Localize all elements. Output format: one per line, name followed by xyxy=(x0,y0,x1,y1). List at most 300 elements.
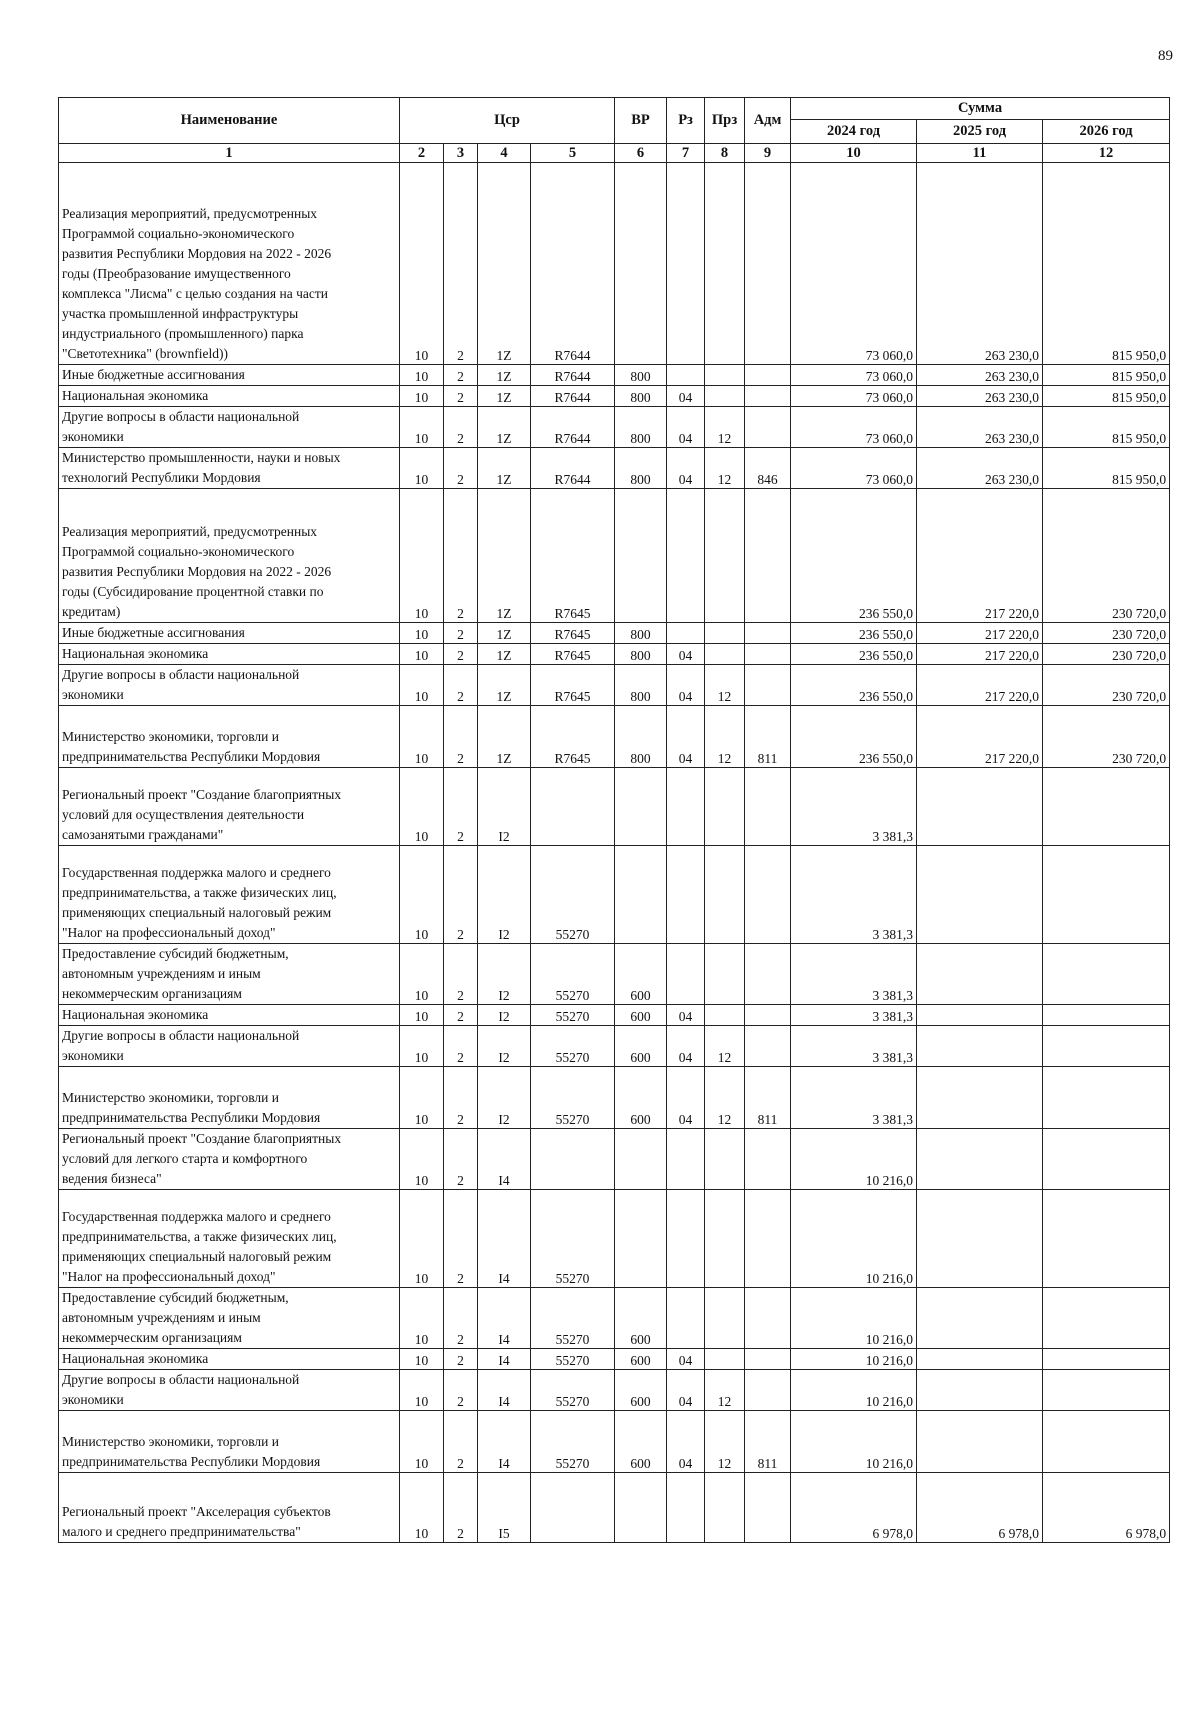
sum-2026: 815 950,0 xyxy=(1043,163,1170,365)
csr-part-3: 2 xyxy=(444,1129,478,1190)
sum-2025: 263 230,0 xyxy=(917,448,1043,489)
csr-part-2: 10 xyxy=(400,489,444,623)
csr-part-4: I4 xyxy=(478,1288,531,1349)
sum-2024: 73 060,0 xyxy=(791,386,917,407)
rz-code xyxy=(667,365,705,386)
csr-part-2: 10 xyxy=(400,1026,444,1067)
table-row xyxy=(59,1026,1170,1067)
csr-part-3: 2 xyxy=(444,1190,478,1288)
csr-part-4: 1Z xyxy=(478,365,531,386)
csr-part-4: I2 xyxy=(478,1005,531,1026)
sum-2026: 815 950,0 xyxy=(1043,365,1170,386)
prz-code xyxy=(705,1349,745,1370)
csr-part-5: 55270 xyxy=(531,1370,615,1411)
column-number: 6 xyxy=(615,144,667,163)
csr-part-4: I4 xyxy=(478,1129,531,1190)
sum-2025 xyxy=(917,1411,1043,1473)
sum-2026 xyxy=(1043,1005,1170,1026)
csr-part-3: 2 xyxy=(444,944,478,1005)
table-row xyxy=(59,665,1170,706)
table-row xyxy=(59,623,1170,644)
vr-code: 600 xyxy=(615,1411,667,1473)
prz-code: 12 xyxy=(705,665,745,706)
sum-2025: 263 230,0 xyxy=(917,407,1043,448)
prz-code xyxy=(705,623,745,644)
sum-2024: 236 550,0 xyxy=(791,623,917,644)
csr-part-3: 2 xyxy=(444,768,478,846)
table-row xyxy=(59,489,1170,623)
prz-code: 12 xyxy=(705,706,745,768)
sum-2024: 10 216,0 xyxy=(791,1288,917,1349)
table-row xyxy=(59,1473,1170,1543)
vr-code xyxy=(615,768,667,846)
sum-2025 xyxy=(917,1067,1043,1129)
sum-2025 xyxy=(917,1190,1043,1288)
sum-2025: 263 230,0 xyxy=(917,386,1043,407)
csr-part-5: R7645 xyxy=(531,706,615,768)
column-number: 2 xyxy=(400,144,444,163)
row-name: Национальная экономика xyxy=(59,644,400,665)
row-name: Государственная поддержка малого и среднего предпринимательства, а также физических лиц, применяющих специальный налоговый режим "Налог на профессиональный доход" xyxy=(59,846,400,944)
csr-part-3: 2 xyxy=(444,623,478,644)
sum-2024: 10 216,0 xyxy=(791,1190,917,1288)
row-name: Региональный проект "Создание благоприятных условий для осуществления деятельности самозанятыми гражданами" xyxy=(59,768,400,846)
csr-part-4: I2 xyxy=(478,768,531,846)
adm-code xyxy=(745,386,791,407)
header-vr: ВР xyxy=(615,98,667,144)
sum-2024: 236 550,0 xyxy=(791,706,917,768)
csr-part-2: 10 xyxy=(400,386,444,407)
csr-part-4: I4 xyxy=(478,1190,531,1288)
csr-part-3: 2 xyxy=(444,1005,478,1026)
rz-code xyxy=(667,846,705,944)
sum-2026: 815 950,0 xyxy=(1043,407,1170,448)
vr-code: 600 xyxy=(615,1370,667,1411)
sum-2024: 3 381,3 xyxy=(791,944,917,1005)
budget-table xyxy=(58,97,1170,1543)
sum-2025 xyxy=(917,768,1043,846)
header-csr: Цср xyxy=(400,98,615,144)
adm-code xyxy=(745,846,791,944)
adm-code xyxy=(745,1005,791,1026)
csr-part-2: 10 xyxy=(400,407,444,448)
vr-code: 800 xyxy=(615,448,667,489)
header-prz: Прз xyxy=(705,98,745,144)
header-sum: Сумма xyxy=(791,98,1170,120)
csr-part-2: 10 xyxy=(400,1067,444,1129)
sum-2025 xyxy=(917,1005,1043,1026)
rz-code xyxy=(667,1190,705,1288)
sum-2026 xyxy=(1043,1288,1170,1349)
csr-part-5 xyxy=(531,1129,615,1190)
vr-code: 600 xyxy=(615,1288,667,1349)
csr-part-5: 55270 xyxy=(531,1349,615,1370)
vr-code: 800 xyxy=(615,365,667,386)
vr-code: 800 xyxy=(615,623,667,644)
prz-code: 12 xyxy=(705,1026,745,1067)
csr-part-3: 2 xyxy=(444,706,478,768)
adm-code xyxy=(745,163,791,365)
sum-2024: 236 550,0 xyxy=(791,665,917,706)
csr-part-5: R7644 xyxy=(531,365,615,386)
csr-part-5: 55270 xyxy=(531,1005,615,1026)
row-name: Министерство экономики, торговли и предпринимательства Республики Мордовия xyxy=(59,1411,400,1473)
table-row xyxy=(59,846,1170,944)
sum-2026: 815 950,0 xyxy=(1043,448,1170,489)
table-header xyxy=(59,98,1170,163)
row-name: Другие вопросы в области национальной экономики xyxy=(59,665,400,706)
sum-2024: 236 550,0 xyxy=(791,489,917,623)
vr-code: 600 xyxy=(615,1026,667,1067)
prz-code xyxy=(705,644,745,665)
row-name: Другие вопросы в области национальной экономики xyxy=(59,1026,400,1067)
sum-2026: 230 720,0 xyxy=(1043,623,1170,644)
rz-code xyxy=(667,1129,705,1190)
page-number: 89 xyxy=(1158,48,1173,64)
sum-2025 xyxy=(917,846,1043,944)
row-name: Национальная экономика xyxy=(59,1005,400,1026)
csr-part-5 xyxy=(531,1473,615,1543)
row-name: Иные бюджетные ассигнования xyxy=(59,623,400,644)
csr-part-3: 2 xyxy=(444,1288,478,1349)
sum-2024: 73 060,0 xyxy=(791,448,917,489)
table-row xyxy=(59,1190,1170,1288)
csr-part-3: 2 xyxy=(444,1370,478,1411)
vr-code: 600 xyxy=(615,1005,667,1026)
csr-part-5: R7644 xyxy=(531,407,615,448)
sum-2026 xyxy=(1043,768,1170,846)
sum-2026 xyxy=(1043,944,1170,1005)
csr-part-5: R7645 xyxy=(531,489,615,623)
csr-part-4: I2 xyxy=(478,944,531,1005)
rz-code xyxy=(667,623,705,644)
row-name: Реализация мероприятий, предусмотренных Программой социально-экономического развития Республики Мордовия на 2022 - 2026 годы (Преобразование имущественного комплекса "Лисма" с целью создания на части участка промышленной инфраструктуры индустриального (промышленного) парка "Светотехника" (brownfield)) xyxy=(59,163,400,365)
row-name: Реализация мероприятий, предусмотренных Программой социально-экономического развития Республики Мордовия на 2022 - 2026 годы (Субсидирование процентной ставки по кредитам) xyxy=(59,489,400,623)
csr-part-3: 2 xyxy=(444,1067,478,1129)
prz-code: 12 xyxy=(705,1411,745,1473)
csr-part-2: 10 xyxy=(400,448,444,489)
sum-2026: 815 950,0 xyxy=(1043,386,1170,407)
sum-2025 xyxy=(917,1370,1043,1411)
row-name: Региональный проект "Акселерация субъектов малого и среднего предпринимательства" xyxy=(59,1473,400,1543)
column-number: 5 xyxy=(531,144,615,163)
sum-2026 xyxy=(1043,1190,1170,1288)
csr-part-2: 10 xyxy=(400,365,444,386)
csr-part-4: 1Z xyxy=(478,386,531,407)
csr-part-4: 1Z xyxy=(478,489,531,623)
table-row xyxy=(59,1005,1170,1026)
sum-2024: 3 381,3 xyxy=(791,1026,917,1067)
csr-part-5: 55270 xyxy=(531,846,615,944)
table-row xyxy=(59,407,1170,448)
csr-part-5: 55270 xyxy=(531,1411,615,1473)
adm-code xyxy=(745,1473,791,1543)
prz-code xyxy=(705,1473,745,1543)
prz-code xyxy=(705,1288,745,1349)
csr-part-5: 55270 xyxy=(531,944,615,1005)
vr-code: 800 xyxy=(615,644,667,665)
csr-part-4: I2 xyxy=(478,846,531,944)
csr-part-5 xyxy=(531,768,615,846)
csr-part-3: 2 xyxy=(444,846,478,944)
csr-part-2: 10 xyxy=(400,1288,444,1349)
csr-part-4: 1Z xyxy=(478,644,531,665)
column-number: 8 xyxy=(705,144,745,163)
rz-code: 04 xyxy=(667,407,705,448)
prz-code xyxy=(705,944,745,1005)
table-row xyxy=(59,1370,1170,1411)
csr-part-3: 2 xyxy=(444,1026,478,1067)
sum-2026 xyxy=(1043,1129,1170,1190)
csr-part-2: 10 xyxy=(400,1473,444,1543)
table-row xyxy=(59,644,1170,665)
csr-part-5: 55270 xyxy=(531,1067,615,1129)
adm-code xyxy=(745,644,791,665)
sum-2026 xyxy=(1043,1067,1170,1129)
rz-code: 04 xyxy=(667,1005,705,1026)
prz-code: 12 xyxy=(705,1370,745,1411)
rz-code: 04 xyxy=(667,644,705,665)
row-name: Другие вопросы в области национальной экономики xyxy=(59,407,400,448)
sum-2024: 3 381,3 xyxy=(791,846,917,944)
csr-part-3: 2 xyxy=(444,163,478,365)
csr-part-4: I4 xyxy=(478,1411,531,1473)
table-body xyxy=(59,163,1170,1543)
csr-part-5: R7644 xyxy=(531,386,615,407)
rz-code xyxy=(667,768,705,846)
csr-part-2: 10 xyxy=(400,623,444,644)
column-number: 7 xyxy=(667,144,705,163)
sum-2025: 263 230,0 xyxy=(917,163,1043,365)
csr-part-5: 55270 xyxy=(531,1190,615,1288)
csr-part-5: R7645 xyxy=(531,665,615,706)
csr-part-3: 2 xyxy=(444,407,478,448)
csr-part-2: 10 xyxy=(400,665,444,706)
sum-2024: 10 216,0 xyxy=(791,1129,917,1190)
sum-2025: 217 220,0 xyxy=(917,665,1043,706)
adm-code xyxy=(745,1370,791,1411)
csr-part-4: 1Z xyxy=(478,163,531,365)
prz-code: 12 xyxy=(705,407,745,448)
rz-code: 04 xyxy=(667,448,705,489)
rz-code: 04 xyxy=(667,1370,705,1411)
sum-2024: 6 978,0 xyxy=(791,1473,917,1543)
column-number: 12 xyxy=(1043,144,1170,163)
row-name: Региональный проект "Создание благоприятных условий для легкого старта и комфортного ведения бизнеса" xyxy=(59,1129,400,1190)
prz-code xyxy=(705,489,745,623)
prz-code xyxy=(705,768,745,846)
adm-code xyxy=(745,1129,791,1190)
csr-part-2: 10 xyxy=(400,1005,444,1026)
sum-2024: 73 060,0 xyxy=(791,365,917,386)
vr-code: 600 xyxy=(615,944,667,1005)
table-row xyxy=(59,1129,1170,1190)
rz-code: 04 xyxy=(667,665,705,706)
vr-code xyxy=(615,163,667,365)
rz-code: 04 xyxy=(667,1349,705,1370)
prz-code xyxy=(705,1190,745,1288)
csr-part-4: 1Z xyxy=(478,706,531,768)
rz-code: 04 xyxy=(667,1026,705,1067)
column-number: 3 xyxy=(444,144,478,163)
row-name: Предоставление субсидий бюджетным, автономным учреждениям и иным некоммерческим организациям xyxy=(59,1288,400,1349)
sum-2024: 3 381,3 xyxy=(791,768,917,846)
table-row xyxy=(59,448,1170,489)
csr-part-4: 1Z xyxy=(478,448,531,489)
adm-code xyxy=(745,944,791,1005)
sum-2024: 73 060,0 xyxy=(791,163,917,365)
csr-part-4: 1Z xyxy=(478,665,531,706)
vr-code xyxy=(615,489,667,623)
vr-code: 800 xyxy=(615,407,667,448)
rz-code xyxy=(667,1473,705,1543)
table-row xyxy=(59,365,1170,386)
csr-part-5: R7645 xyxy=(531,644,615,665)
adm-code xyxy=(745,623,791,644)
csr-part-4: I2 xyxy=(478,1067,531,1129)
table-row xyxy=(59,1288,1170,1349)
adm-code xyxy=(745,407,791,448)
sum-2025: 217 220,0 xyxy=(917,489,1043,623)
column-number: 11 xyxy=(917,144,1043,163)
csr-part-3: 2 xyxy=(444,1411,478,1473)
adm-code xyxy=(745,768,791,846)
header-year-2025: 2025 год xyxy=(917,120,1043,144)
vr-code: 600 xyxy=(615,1067,667,1129)
prz-code xyxy=(705,846,745,944)
csr-part-2: 10 xyxy=(400,706,444,768)
row-name: Министерство экономики, торговли и предпринимательства Республики Мордовия xyxy=(59,1067,400,1129)
csr-part-2: 10 xyxy=(400,846,444,944)
prz-code xyxy=(705,1129,745,1190)
csr-part-3: 2 xyxy=(444,665,478,706)
sum-2026 xyxy=(1043,1349,1170,1370)
prz-code xyxy=(705,365,745,386)
table-row xyxy=(59,1349,1170,1370)
rz-code: 04 xyxy=(667,1411,705,1473)
row-name: Министерство экономики, торговли и предпринимательства Республики Мордовия xyxy=(59,706,400,768)
csr-part-2: 10 xyxy=(400,163,444,365)
adm-code xyxy=(745,1288,791,1349)
table-row xyxy=(59,706,1170,768)
sum-2025: 217 220,0 xyxy=(917,706,1043,768)
rz-code xyxy=(667,1288,705,1349)
csr-part-3: 2 xyxy=(444,448,478,489)
csr-part-3: 2 xyxy=(444,1349,478,1370)
adm-code: 811 xyxy=(745,1067,791,1129)
sum-2025 xyxy=(917,944,1043,1005)
table-row xyxy=(59,1067,1170,1129)
sum-2024: 3 381,3 xyxy=(791,1067,917,1129)
csr-part-2: 10 xyxy=(400,1411,444,1473)
adm-code xyxy=(745,1026,791,1067)
csr-part-2: 10 xyxy=(400,1190,444,1288)
csr-part-4: 1Z xyxy=(478,623,531,644)
csr-part-2: 10 xyxy=(400,944,444,1005)
csr-part-2: 10 xyxy=(400,768,444,846)
csr-part-2: 10 xyxy=(400,1129,444,1190)
sum-2026 xyxy=(1043,846,1170,944)
prz-code xyxy=(705,163,745,365)
sum-2025 xyxy=(917,1129,1043,1190)
header-rz: Рз xyxy=(667,98,705,144)
column-number: 10 xyxy=(791,144,917,163)
csr-part-3: 2 xyxy=(444,386,478,407)
adm-code: 811 xyxy=(745,1411,791,1473)
vr-code xyxy=(615,1129,667,1190)
row-name: Национальная экономика xyxy=(59,1349,400,1370)
adm-code xyxy=(745,1349,791,1370)
sum-2026: 230 720,0 xyxy=(1043,706,1170,768)
vr-code: 800 xyxy=(615,665,667,706)
vr-code xyxy=(615,1190,667,1288)
sum-2026 xyxy=(1043,1026,1170,1067)
rz-code xyxy=(667,944,705,1005)
csr-part-5: R7645 xyxy=(531,623,615,644)
row-name: Государственная поддержка малого и среднего предпринимательства, а также физических лиц, применяющих специальный налоговый режим "Налог на профессиональный доход" xyxy=(59,1190,400,1288)
prz-code xyxy=(705,386,745,407)
adm-code xyxy=(745,665,791,706)
sum-2025: 217 220,0 xyxy=(917,644,1043,665)
adm-code: 811 xyxy=(745,706,791,768)
header-adm: Адм xyxy=(745,98,791,144)
sum-2025: 263 230,0 xyxy=(917,365,1043,386)
rz-code: 04 xyxy=(667,706,705,768)
csr-part-2: 10 xyxy=(400,1370,444,1411)
vr-code xyxy=(615,846,667,944)
csr-part-3: 2 xyxy=(444,365,478,386)
sum-2024: 236 550,0 xyxy=(791,644,917,665)
csr-part-4: I2 xyxy=(478,1026,531,1067)
adm-code xyxy=(745,489,791,623)
column-number: 9 xyxy=(745,144,791,163)
csr-part-4: 1Z xyxy=(478,407,531,448)
sum-2025: 217 220,0 xyxy=(917,623,1043,644)
adm-code: 846 xyxy=(745,448,791,489)
sum-2024: 10 216,0 xyxy=(791,1411,917,1473)
csr-part-5: R7644 xyxy=(531,448,615,489)
sum-2024: 3 381,3 xyxy=(791,1005,917,1026)
rz-code: 04 xyxy=(667,386,705,407)
csr-part-5: 55270 xyxy=(531,1288,615,1349)
csr-part-2: 10 xyxy=(400,1349,444,1370)
sum-2026: 230 720,0 xyxy=(1043,665,1170,706)
column-number-row xyxy=(59,144,1170,163)
sum-2025 xyxy=(917,1349,1043,1370)
sum-2024: 10 216,0 xyxy=(791,1349,917,1370)
vr-code: 800 xyxy=(615,706,667,768)
vr-code: 600 xyxy=(615,1349,667,1370)
sum-2024: 10 216,0 xyxy=(791,1370,917,1411)
sum-2026: 230 720,0 xyxy=(1043,644,1170,665)
adm-code xyxy=(745,1190,791,1288)
prz-code: 12 xyxy=(705,1067,745,1129)
table-row xyxy=(59,944,1170,1005)
sum-2024: 73 060,0 xyxy=(791,407,917,448)
sum-2026: 230 720,0 xyxy=(1043,489,1170,623)
sum-2026 xyxy=(1043,1411,1170,1473)
vr-code xyxy=(615,1473,667,1543)
sum-2025 xyxy=(917,1026,1043,1067)
csr-part-5: R7644 xyxy=(531,163,615,365)
csr-part-4: I5 xyxy=(478,1473,531,1543)
adm-code xyxy=(745,365,791,386)
csr-part-3: 2 xyxy=(444,1473,478,1543)
prz-code xyxy=(705,1005,745,1026)
prz-code: 12 xyxy=(705,448,745,489)
row-name: Другие вопросы в области национальной экономики xyxy=(59,1370,400,1411)
csr-part-5: 55270 xyxy=(531,1026,615,1067)
